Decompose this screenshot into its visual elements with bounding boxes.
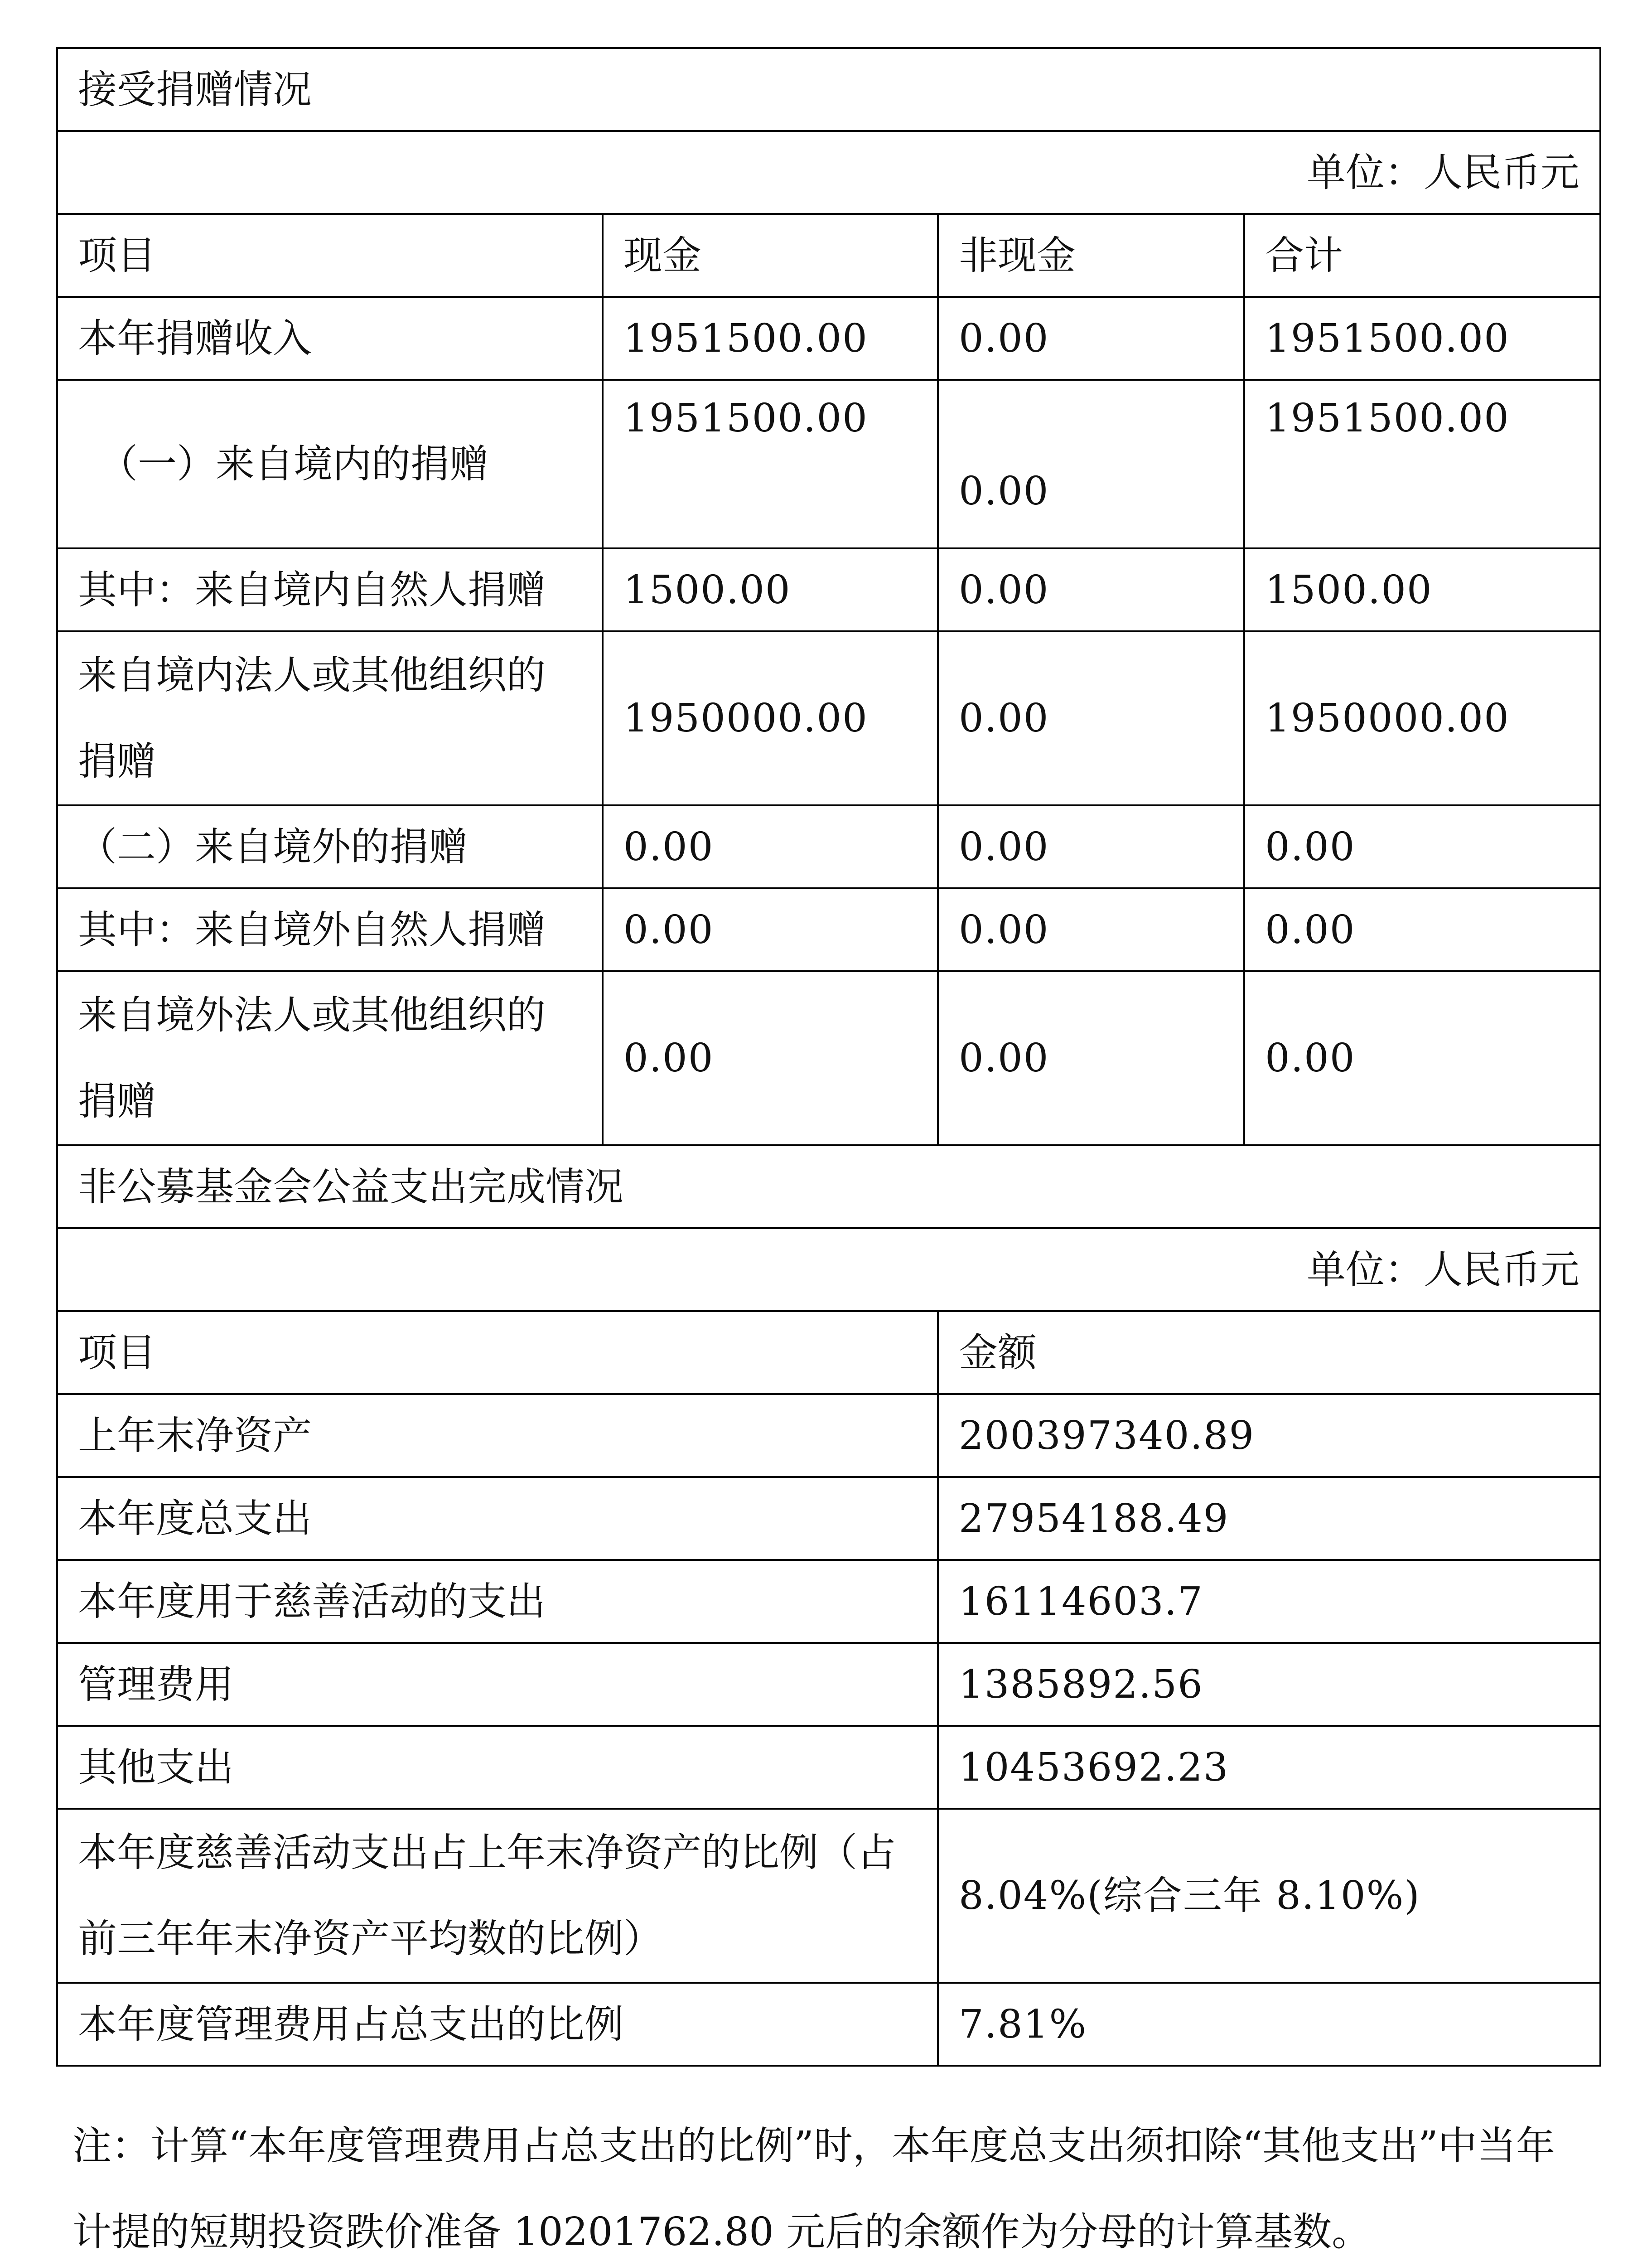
cash-value: 1950000.00 xyxy=(603,631,938,805)
cash-value: 0.00 xyxy=(603,805,938,888)
cash-value: 1951500.00 xyxy=(603,380,938,548)
cash-value: 1500.00 xyxy=(603,548,938,631)
amount-value: 1385892.56 xyxy=(938,1643,1600,1726)
row-item: 来自境内法人或其他组织的捐赠 xyxy=(57,631,603,805)
table-row xyxy=(57,805,1600,888)
column-header-noncash: 非现金 xyxy=(938,214,1244,297)
amount-value: 16114603.7 xyxy=(938,1560,1600,1643)
footnote-line-2: 计提的短期投资跌价准备 10201762.80 元后的余额作为分母的计算基数。 xyxy=(72,2209,1371,2255)
column-header-amount: 金额 xyxy=(938,1311,1600,1394)
total-value: 0.00 xyxy=(1244,971,1600,1145)
noncash-value: 0.00 xyxy=(938,805,1244,888)
total-value: 1951500.00 xyxy=(1244,297,1600,380)
row-item: 本年度总支出 xyxy=(57,1477,938,1560)
amount-value: 27954188.49 xyxy=(938,1477,1600,1560)
table-row xyxy=(57,1809,1600,1983)
total-value: 1950000.00 xyxy=(1244,631,1600,805)
donations-title-row xyxy=(57,48,1600,131)
row-item: 管理费用 xyxy=(57,1643,938,1726)
total-value: 0.00 xyxy=(1244,805,1600,888)
expenditure-title: 非公募基金会公益支出完成情况 xyxy=(57,1145,1600,1228)
table-row xyxy=(57,380,1600,548)
column-header-cash: 现金 xyxy=(603,214,938,297)
donations-header-row xyxy=(57,214,1600,297)
donations-unit: 单位：人民币元 xyxy=(57,131,1600,214)
total-value: 1951500.00 xyxy=(1244,380,1600,548)
column-header-total: 合计 xyxy=(1244,214,1600,297)
row-item: 本年度慈善活动支出占上年末净资产的比例（占前三年年末净资产平均数的比例） xyxy=(57,1809,938,1983)
table-row xyxy=(57,631,1600,805)
total-value: 0.00 xyxy=(1244,888,1600,971)
table-row xyxy=(57,971,1600,1145)
amount-value: 10453692.23 xyxy=(938,1726,1600,1809)
row-item: 上年末净资产 xyxy=(57,1394,938,1477)
cash-value: 0.00 xyxy=(603,888,938,971)
column-header-item: 项目 xyxy=(57,1311,938,1394)
footnote-line-1: 注：计算“本年度管理费用占总支出的比例”时，本年度总支出须扣除“其他支出”中当年 xyxy=(72,2123,1555,2169)
footnote xyxy=(72,2103,1595,2266)
row-item: 其他支出 xyxy=(57,1726,938,1809)
row-item: 本年度用于慈善活动的支出 xyxy=(57,1560,938,1643)
expenditure-title-row xyxy=(57,1145,1600,1228)
amount-value: 8.04%(综合三年 8.10%) xyxy=(938,1809,1600,1983)
cash-value: 0.00 xyxy=(603,971,938,1145)
donations-unit-row xyxy=(57,131,1600,214)
cash-value: 1951500.00 xyxy=(603,297,938,380)
donations-title: 接受捐赠情况 xyxy=(57,48,1600,131)
row-item: （二）来自境外的捐赠 xyxy=(57,805,603,888)
table-row xyxy=(57,1983,1600,2066)
table-row xyxy=(57,1560,1600,1643)
table-row xyxy=(57,548,1600,631)
amount-value: 200397340.89 xyxy=(938,1394,1600,1477)
table-row xyxy=(57,1643,1600,1726)
total-value: 1500.00 xyxy=(1244,548,1600,631)
noncash-value: 0.00 xyxy=(938,297,1244,380)
table-row xyxy=(57,297,1600,380)
noncash-value: 0.00 xyxy=(938,548,1244,631)
noncash-value: 0.00 xyxy=(938,971,1244,1145)
row-item: 本年捐赠收入 xyxy=(57,297,603,380)
amount-value: 7.81% xyxy=(938,1983,1600,2066)
table-row xyxy=(57,888,1600,971)
row-item: 其中：来自境内自然人捐赠 xyxy=(57,548,603,631)
expenditure-unit-row xyxy=(57,1228,1600,1311)
table-row xyxy=(57,1394,1600,1477)
row-item: 其中：来自境外自然人捐赠 xyxy=(57,888,603,971)
noncash-value: 0.00 xyxy=(938,888,1244,971)
table-row xyxy=(57,1477,1600,1560)
report-table xyxy=(56,47,1601,2067)
noncash-value: 0.00 xyxy=(938,631,1244,805)
row-item: 本年度管理费用占总支出的比例 xyxy=(57,1983,938,2066)
expenditure-unit: 单位：人民币元 xyxy=(57,1228,1600,1311)
column-header-item: 项目 xyxy=(57,214,603,297)
expenditure-header-row xyxy=(57,1311,1600,1394)
row-item: （一）来自境内的捐赠 xyxy=(57,380,603,548)
table-row xyxy=(57,1726,1600,1809)
row-item: 来自境外法人或其他组织的捐赠 xyxy=(57,971,603,1145)
noncash-value: 0.00 xyxy=(938,380,1244,548)
